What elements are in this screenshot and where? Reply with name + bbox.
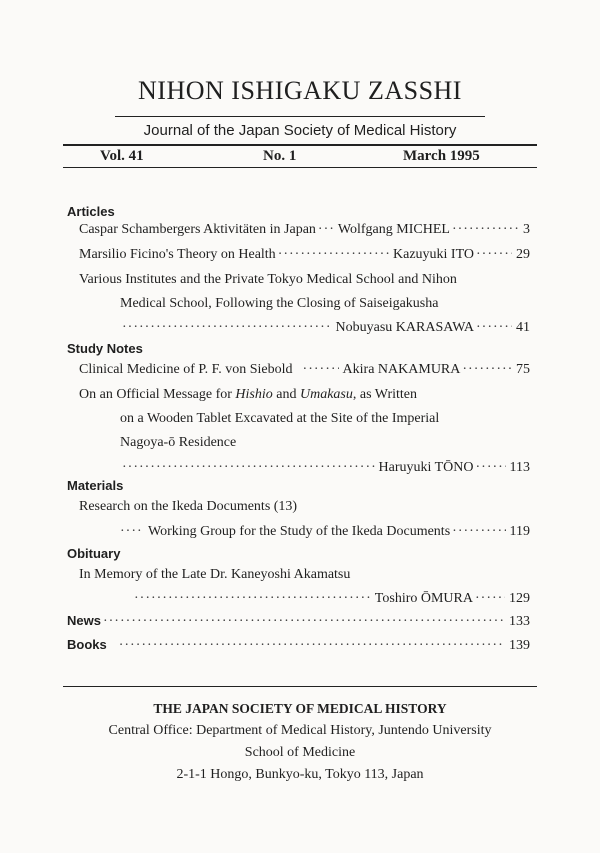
footer-block <box>0 698 600 786</box>
study-note-author: Akira NAKAMURA <box>342 362 461 377</box>
dot-leader <box>122 459 375 477</box>
materials-title: Research on the Ikeda Documents (13) <box>79 499 298 514</box>
dot-leader <box>476 459 506 477</box>
article-title: Caspar Schambergers Aktivitäten in Japan <box>79 222 316 237</box>
dot-leader <box>452 523 505 541</box>
section-heading-obituary: Obituary <box>67 546 121 561</box>
title-rule <box>115 116 485 117</box>
office-line: Central Office: Department of Medical History, Juntendo University <box>108 723 492 738</box>
article-entry-3 <box>120 319 530 337</box>
office-line: School of Medicine <box>244 745 356 760</box>
page-number: 113 <box>509 460 530 475</box>
obituary-author: Toshiro ŌMURA <box>374 591 473 606</box>
article-author: Kazuyuki ITO <box>393 247 474 262</box>
dot-leader <box>120 523 144 541</box>
dot-leader <box>278 246 389 264</box>
issue-rule-top <box>63 144 537 146</box>
page-number: 119 <box>509 524 530 539</box>
materials-author: Working Group for the Study of the Ikeda Documents <box>148 524 451 539</box>
dot-leader <box>452 221 519 239</box>
volume: Vol. 41 <box>100 148 144 164</box>
study-note-title-line: Nagoya-ō Residence <box>120 435 237 450</box>
issue-date: March 1995 <box>403 148 480 164</box>
article-entry-2 <box>79 246 530 264</box>
study-note-entry-2 <box>120 459 530 477</box>
section-heading-articles: Articles <box>67 204 115 219</box>
dot-leader <box>134 590 371 608</box>
article-entry-1 <box>79 221 530 239</box>
article-title-line: Medical School, Following the Closing of Saiseigakusha <box>120 296 439 311</box>
section-heading-books: Books <box>67 637 107 652</box>
article-author: Wolfgang MICHEL <box>337 222 450 237</box>
page-number: 41 <box>516 320 530 335</box>
page-number: 29 <box>516 247 530 262</box>
dot-leader <box>462 361 512 379</box>
office-address: 2-1-1 Hongo, Bunkyo-ku, Tokyo 113, Japan <box>176 767 424 782</box>
issue-number: No. 1 <box>263 148 297 164</box>
dot-leader <box>303 361 339 379</box>
dot-leader <box>318 221 334 239</box>
study-note-title: Clinical Medicine of P. F. von Siebold <box>79 362 293 377</box>
obituary-entry-1 <box>132 590 530 608</box>
page-number: 129 <box>509 591 530 606</box>
section-heading-news: News <box>67 613 101 628</box>
journal-title: NIHON ISHIGAKU ZASSHI <box>138 76 462 105</box>
news-entry <box>67 612 530 631</box>
dot-leader <box>476 319 512 337</box>
dot-leader <box>476 246 512 264</box>
title-text: On an Official Message for <box>79 387 236 402</box>
article-title-line: Various Institutes and the Private Tokyo Medical School and Nihon <box>79 272 457 287</box>
dot-leader <box>475 590 505 608</box>
materials-entry-1 <box>120 523 530 541</box>
obituary-title: In Memory of the Late Dr. Kaneyoshi Akamatsu <box>79 567 351 582</box>
journal-subtitle: Journal of the Japan Society of Medical History <box>143 122 457 139</box>
article-title: Marsilio Ficino's Theory on Health <box>79 247 276 262</box>
article-author: Nobuyasu KARASAWA <box>335 320 474 335</box>
society-name: THE JAPAN SOCIETY OF MEDICAL HISTORY <box>153 701 447 716</box>
italic-term-hishio: Hishio <box>235 387 273 402</box>
dot-leader <box>119 637 505 655</box>
page-number: 139 <box>509 638 530 653</box>
page-number: 75 <box>516 362 530 377</box>
section-heading-study-notes: Study Notes <box>67 341 143 356</box>
title-text: , as Written <box>352 387 417 402</box>
page-number: 133 <box>509 614 530 629</box>
section-heading-materials: Materials <box>67 478 124 493</box>
footer-rule <box>63 686 537 687</box>
books-entry <box>67 636 530 655</box>
issue-rule-bottom <box>63 167 537 168</box>
italic-term-umakasu: Umakasu <box>299 387 353 402</box>
dot-leader <box>122 319 332 337</box>
study-note-title-line <box>79 386 417 404</box>
dot-leader <box>103 613 505 631</box>
page-number: 3 <box>523 222 530 237</box>
study-note-author: Haruyuki TŌNO <box>378 460 474 475</box>
title-text: and <box>272 387 300 402</box>
study-note-entry-1 <box>79 361 530 379</box>
study-note-title-line: on a Wooden Tablet Excavated at the Site of the Imperial <box>120 411 440 426</box>
